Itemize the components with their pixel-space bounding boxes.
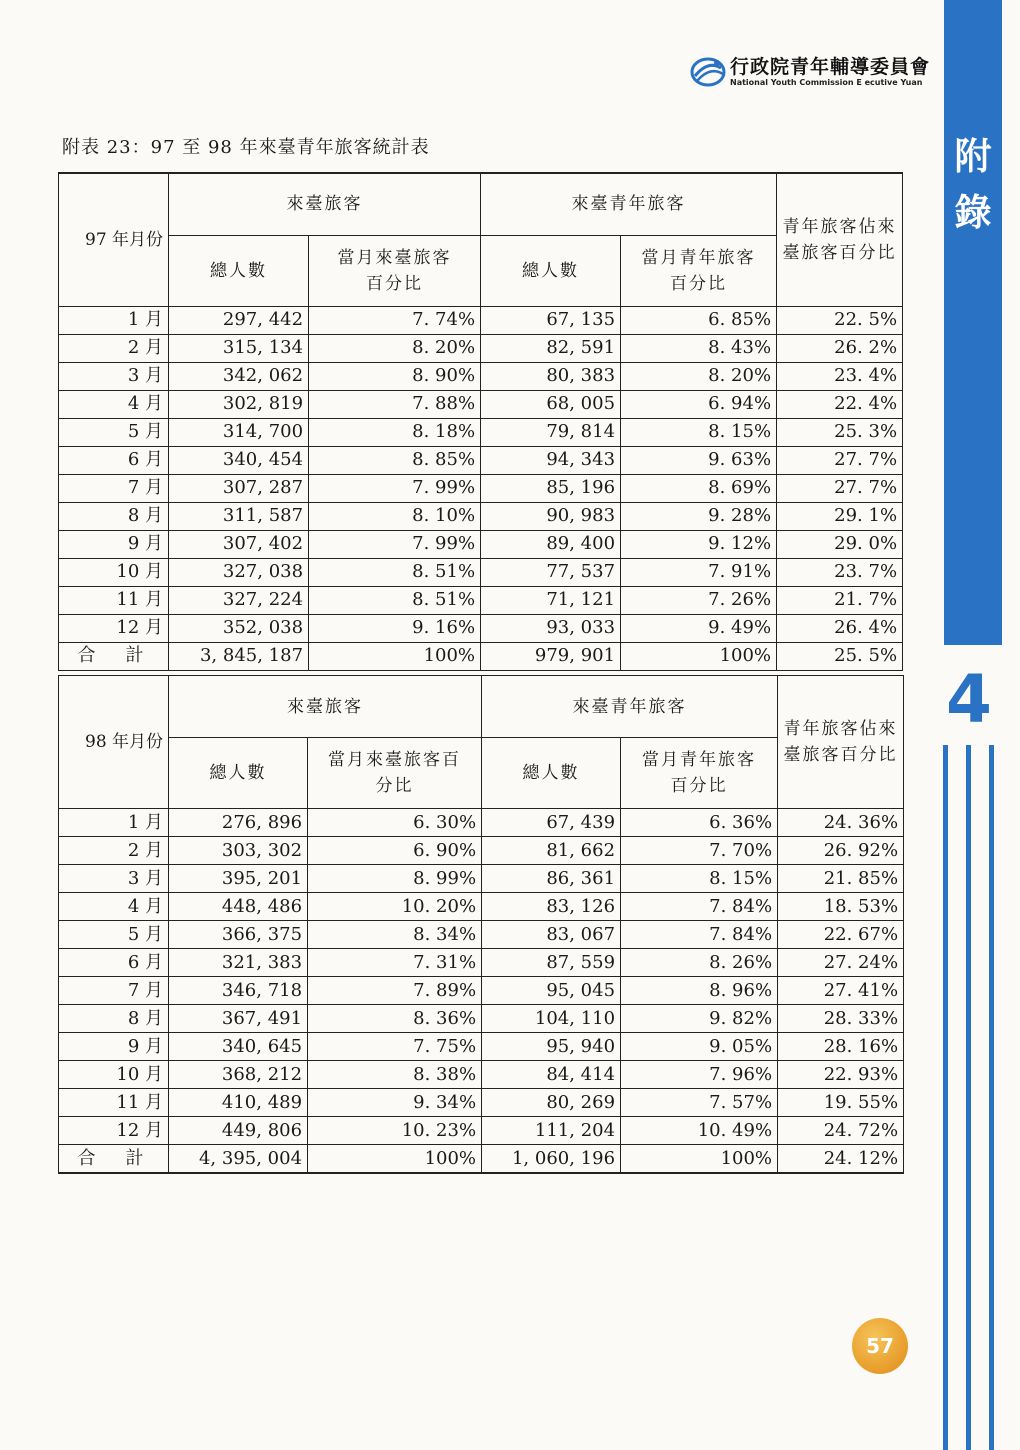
org-emblem-icon <box>690 54 726 90</box>
youth-pct-cell: 8. 43% <box>621 334 777 362</box>
youth-pct-cell: 7. 91% <box>621 558 777 586</box>
visitors-pct-cell: 7. 99% <box>309 530 481 558</box>
year-month-header: 98 年月份 <box>59 676 169 809</box>
youth-pct-cell: 9. 05% <box>621 1033 778 1061</box>
youth-share-cell: 27. 7% <box>777 446 903 474</box>
month-cell: 5 月 <box>59 418 169 446</box>
table-row <box>59 446 903 474</box>
table-row <box>59 614 903 642</box>
visitors-pct-cell: 6. 30% <box>308 809 482 837</box>
visitors-pct-cell: 7. 89% <box>308 977 482 1005</box>
youth-pct-cell: 6. 94% <box>621 390 777 418</box>
table-row <box>59 558 903 586</box>
visitors-pct-cell: 10. 23% <box>308 1117 482 1145</box>
visitors-total-cell: 276, 896 <box>169 809 308 837</box>
youth-total-header: 總人數 <box>482 738 621 809</box>
visitors-total-header: 總人數 <box>169 235 309 306</box>
youth-total-cell: 95, 940 <box>482 1033 621 1061</box>
visitors-pct-cell: 8. 18% <box>309 418 481 446</box>
visitors-total-cell: 448, 486 <box>169 893 308 921</box>
visitors-header: 來臺旅客 <box>169 676 482 738</box>
youth-pct-cell: 9. 12% <box>621 530 777 558</box>
youth-share-cell: 25. 3% <box>777 418 903 446</box>
table-row <box>59 530 903 558</box>
month-cell: 7 月 <box>59 474 169 502</box>
youth-share-cell: 19. 55% <box>778 1089 904 1117</box>
youth-total-cell: 83, 067 <box>482 921 621 949</box>
month-cell: 合 計 <box>59 642 169 670</box>
youth-pct-cell: 7. 26% <box>621 586 777 614</box>
visitors-total-cell: 327, 038 <box>169 558 309 586</box>
visitors-pct-cell: 7. 74% <box>309 306 481 334</box>
youth-total-cell: 82, 591 <box>481 334 621 362</box>
youth-pct-header: 當月青年旅客百分比 <box>621 235 777 306</box>
visitors-pct-cell: 8. 20% <box>309 334 481 362</box>
visitors-pct-cell: 8. 51% <box>309 558 481 586</box>
visitors-total-cell: 340, 454 <box>169 446 309 474</box>
youth-share-cell: 23. 7% <box>777 558 903 586</box>
youth-share-cell: 24. 72% <box>778 1117 904 1145</box>
table-row <box>59 1089 904 1117</box>
youth-share-cell: 24. 36% <box>778 809 904 837</box>
appendix-sidebar <box>944 0 1002 645</box>
youth-visitors-header: 來臺青年旅客 <box>481 173 777 235</box>
youth-pct-cell: 6. 36% <box>621 809 778 837</box>
visitors-pct-cell: 10. 20% <box>308 893 482 921</box>
youth-total-cell: 67, 439 <box>482 809 621 837</box>
youth-pct-cell: 8. 96% <box>621 977 778 1005</box>
youth-total-cell: 83, 126 <box>482 893 621 921</box>
visitors-pct-cell: 7. 75% <box>308 1033 482 1061</box>
table-year-97 <box>58 172 903 671</box>
month-cell: 3 月 <box>59 362 169 390</box>
youth-share-cell: 21. 85% <box>778 865 904 893</box>
table-row <box>59 1061 904 1089</box>
youth-total-cell: 77, 537 <box>481 558 621 586</box>
youth-share-cell: 28. 16% <box>778 1033 904 1061</box>
month-cell: 9 月 <box>59 530 169 558</box>
table-row <box>59 502 903 530</box>
youth-share-cell: 25. 5% <box>777 642 903 670</box>
visitors-pct-cell: 8. 34% <box>308 921 482 949</box>
table-row <box>59 586 903 614</box>
youth-share-cell: 26. 4% <box>777 614 903 642</box>
table-row <box>59 949 904 977</box>
youth-share-cell: 18. 53% <box>778 893 904 921</box>
decor-line <box>943 745 948 1450</box>
youth-pct-cell: 6. 85% <box>621 306 777 334</box>
decor-line <box>966 745 971 1450</box>
youth-share-cell: 22. 5% <box>777 306 903 334</box>
table-row <box>59 921 904 949</box>
youth-share-header: 青年旅客佔來臺旅客百分比 <box>778 676 904 809</box>
youth-total-header: 總人數 <box>481 235 621 306</box>
youth-share-cell: 23. 4% <box>777 362 903 390</box>
visitors-total-cell: 346, 718 <box>169 977 308 1005</box>
month-cell: 2 月 <box>59 334 169 362</box>
visitors-pct-cell: 7. 99% <box>309 474 481 502</box>
youth-pct-cell: 9. 49% <box>621 614 777 642</box>
visitors-total-cell: 303, 302 <box>169 837 308 865</box>
visitors-pct-cell: 8. 99% <box>308 865 482 893</box>
youth-share-cell: 24. 12% <box>778 1145 904 1174</box>
youth-pct-cell: 7. 96% <box>621 1061 778 1089</box>
visitors-pct-cell: 7. 31% <box>308 949 482 977</box>
youth-total-cell: 95, 045 <box>482 977 621 1005</box>
month-cell: 1 月 <box>59 809 169 837</box>
visitors-total-cell: 307, 287 <box>169 474 309 502</box>
month-cell: 1 月 <box>59 306 169 334</box>
youth-total-cell: 104, 110 <box>482 1005 621 1033</box>
visitors-total-cell: 367, 491 <box>169 1005 308 1033</box>
month-cell: 6 月 <box>59 949 169 977</box>
visitors-total-cell: 342, 062 <box>169 362 309 390</box>
visitors-total-cell: 311, 587 <box>169 502 309 530</box>
visitors-pct-cell: 8. 38% <box>308 1061 482 1089</box>
youth-share-cell: 26. 2% <box>777 334 903 362</box>
youth-share-cell: 27. 7% <box>777 474 903 502</box>
table-row <box>59 390 903 418</box>
youth-total-cell: 86, 361 <box>482 865 621 893</box>
youth-share-cell: 22. 4% <box>777 390 903 418</box>
visitors-total-cell: 340, 645 <box>169 1033 308 1061</box>
month-cell: 4 月 <box>59 390 169 418</box>
youth-total-cell: 81, 662 <box>482 837 621 865</box>
month-cell: 11 月 <box>59 586 169 614</box>
visitors-total-cell: 307, 402 <box>169 530 309 558</box>
youth-pct-header: 當月青年旅客百分比 <box>621 738 778 809</box>
visitors-total-cell: 3, 845, 187 <box>169 642 309 670</box>
youth-share-cell: 26. 92% <box>778 837 904 865</box>
youth-pct-cell: 8. 26% <box>621 949 778 977</box>
youth-share-header: 青年旅客佔來臺旅客百分比 <box>777 173 903 306</box>
page-number: 57 <box>852 1318 908 1374</box>
visitors-pct-cell: 8. 85% <box>309 446 481 474</box>
visitors-total-cell: 368, 212 <box>169 1061 308 1089</box>
youth-total-cell: 90, 983 <box>481 502 621 530</box>
youth-pct-cell: 7. 70% <box>621 837 778 865</box>
visitors-total-cell: 321, 383 <box>169 949 308 977</box>
youth-share-cell: 28. 33% <box>778 1005 904 1033</box>
visitors-pct-cell: 9. 34% <box>308 1089 482 1117</box>
month-cell: 2 月 <box>59 837 169 865</box>
youth-pct-cell: 8. 20% <box>621 362 777 390</box>
month-cell: 合 計 <box>59 1145 169 1174</box>
org-logo <box>690 50 931 92</box>
visitors-pct-cell: 7. 88% <box>309 390 481 418</box>
youth-total-cell: 1, 060, 196 <box>482 1145 621 1174</box>
visitors-pct-cell: 9. 16% <box>309 614 481 642</box>
youth-pct-cell: 9. 82% <box>621 1005 778 1033</box>
table-row <box>59 474 903 502</box>
youth-pct-cell: 100% <box>621 1145 778 1174</box>
visitors-total-cell: 315, 134 <box>169 334 309 362</box>
youth-total-cell: 111, 204 <box>482 1117 621 1145</box>
visitors-pct-cell: 8. 51% <box>309 586 481 614</box>
youth-pct-cell: 8. 15% <box>621 865 778 893</box>
table-row <box>59 865 904 893</box>
youth-pct-cell: 8. 69% <box>621 474 777 502</box>
org-name-en: National Youth Commission E ecutive Yuan <box>730 78 923 87</box>
month-cell: 10 月 <box>59 1061 169 1089</box>
month-cell: 10 月 <box>59 558 169 586</box>
month-cell: 4 月 <box>59 893 169 921</box>
youth-visitors-header: 來臺青年旅客 <box>482 676 778 738</box>
table-row <box>59 362 903 390</box>
youth-pct-cell: 7. 84% <box>621 893 778 921</box>
table-row <box>59 809 904 837</box>
month-cell: 6 月 <box>59 446 169 474</box>
youth-total-cell: 89, 400 <box>481 530 621 558</box>
visitors-header: 來臺旅客 <box>169 173 481 235</box>
visitors-pct-cell: 8. 90% <box>309 362 481 390</box>
decor-line <box>989 745 994 1450</box>
visitors-total-cell: 4, 395, 004 <box>169 1145 308 1174</box>
youth-pct-cell: 7. 84% <box>621 921 778 949</box>
total-row <box>59 642 903 670</box>
visitors-total-cell: 352, 038 <box>169 614 309 642</box>
visitors-pct-cell: 100% <box>309 642 481 670</box>
youth-pct-cell: 100% <box>621 642 777 670</box>
youth-share-cell: 22. 93% <box>778 1061 904 1089</box>
youth-share-cell: 29. 0% <box>777 530 903 558</box>
visitors-total-cell: 449, 806 <box>169 1117 308 1145</box>
youth-pct-cell: 9. 63% <box>621 446 777 474</box>
youth-total-cell: 68, 005 <box>481 390 621 418</box>
youth-pct-cell: 10. 49% <box>621 1117 778 1145</box>
table-row <box>59 837 904 865</box>
month-cell: 5 月 <box>59 921 169 949</box>
visitors-pct-cell: 8. 10% <box>309 502 481 530</box>
youth-total-cell: 87, 559 <box>482 949 621 977</box>
month-cell: 8 月 <box>59 1005 169 1033</box>
table-row <box>59 334 903 362</box>
youth-total-cell: 79, 814 <box>481 418 621 446</box>
month-cell: 11 月 <box>59 1089 169 1117</box>
youth-total-cell: 94, 343 <box>481 446 621 474</box>
visitors-pct-header: 當月來臺旅客百分比 <box>308 738 482 809</box>
youth-total-cell: 71, 121 <box>481 586 621 614</box>
month-cell: 12 月 <box>59 1117 169 1145</box>
youth-total-cell: 93, 033 <box>481 614 621 642</box>
youth-share-cell: 27. 41% <box>778 977 904 1005</box>
table-caption: 附表 23：97 至 98 年來臺青年旅客統計表 <box>62 137 430 158</box>
youth-share-cell: 22. 67% <box>778 921 904 949</box>
visitors-total-cell: 327, 224 <box>169 586 309 614</box>
youth-total-cell: 85, 196 <box>481 474 621 502</box>
appendix-title: 附錄 <box>954 134 992 234</box>
youth-pct-cell: 7. 57% <box>621 1089 778 1117</box>
table-row <box>59 893 904 921</box>
youth-share-cell: 29. 1% <box>777 502 903 530</box>
year-month-header: 97 年月份 <box>59 173 169 306</box>
visitors-total-cell: 410, 489 <box>169 1089 308 1117</box>
table-year-98 <box>58 675 904 1174</box>
month-cell: 12 月 <box>59 614 169 642</box>
visitors-total-header: 總人數 <box>169 738 308 809</box>
table-row <box>59 977 904 1005</box>
total-row <box>59 1145 904 1174</box>
visitors-total-cell: 297, 442 <box>169 306 309 334</box>
visitors-total-cell: 366, 375 <box>169 921 308 949</box>
month-cell: 8 月 <box>59 502 169 530</box>
visitors-pct-cell: 8. 36% <box>308 1005 482 1033</box>
chapter-number: 4 <box>946 661 992 738</box>
youth-pct-cell: 8. 15% <box>621 418 777 446</box>
youth-total-cell: 80, 269 <box>482 1089 621 1117</box>
youth-total-cell: 979, 901 <box>481 642 621 670</box>
youth-total-cell: 80, 383 <box>481 362 621 390</box>
youth-pct-cell: 9. 28% <box>621 502 777 530</box>
table-row <box>59 306 903 334</box>
visitors-pct-cell: 100% <box>308 1145 482 1174</box>
month-cell: 7 月 <box>59 977 169 1005</box>
youth-total-cell: 84, 414 <box>482 1061 621 1089</box>
table-row <box>59 1033 904 1061</box>
visitors-pct-cell: 6. 90% <box>308 837 482 865</box>
table-row <box>59 418 903 446</box>
youth-share-cell: 27. 24% <box>778 949 904 977</box>
youth-total-cell: 67, 135 <box>481 306 621 334</box>
month-cell: 9 月 <box>59 1033 169 1061</box>
org-name-zh: 行政院青年輔導委員會 <box>730 56 931 78</box>
visitors-pct-header: 當月來臺旅客百分比 <box>309 235 481 306</box>
month-cell: 3 月 <box>59 865 169 893</box>
table-row <box>59 1005 904 1033</box>
visitors-total-cell: 302, 819 <box>169 390 309 418</box>
youth-share-cell: 21. 7% <box>777 586 903 614</box>
visitors-total-cell: 395, 201 <box>169 865 308 893</box>
visitors-total-cell: 314, 700 <box>169 418 309 446</box>
table-row <box>59 1117 904 1145</box>
